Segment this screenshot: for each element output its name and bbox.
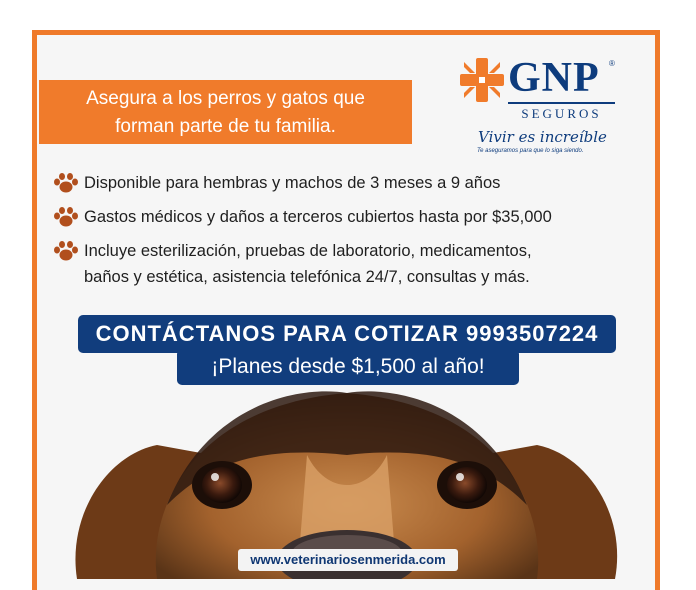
paw-icon <box>52 206 80 228</box>
headline-banner <box>39 80 412 144</box>
paw-icon <box>52 172 80 194</box>
feature-item <box>50 238 650 290</box>
headline-line-2: forman parte de tu familia. <box>115 116 336 137</box>
registered-mark: ® <box>609 59 615 68</box>
gnp-cross-logo-icon <box>460 58 504 102</box>
website-link[interactable]: www.veterinariosenmerida.com <box>238 549 458 571</box>
price-banner: ¡Planes desde $1,500 al año! <box>177 349 519 385</box>
gnp-logo <box>458 56 628 156</box>
brand-sub: SEGUROS <box>508 102 615 122</box>
feature-text: Gastos médicos y daños a terceros cubiertos hasta por $35,000 <box>84 208 552 226</box>
headline-line-1: Asegura a los perros y gatos que <box>86 88 365 109</box>
contact-banner[interactable]: CONTÁCTANOS PARA COTIZAR 9993507224 <box>78 315 616 353</box>
brand-subtagline: Te aseguramos para que lo siga siendo. <box>477 148 584 154</box>
feature-text: Disponible para hembras y machos de 3 meses a 9 años <box>84 174 501 192</box>
feature-text: baños y estética, asistencia telefónica 24/7, consultas y más. <box>84 268 530 286</box>
feature-list <box>50 170 650 298</box>
feature-item <box>50 170 650 196</box>
feature-item <box>50 204 650 230</box>
feature-text: Incluye esterilización, pruebas de laboratorio, medicamentos, <box>84 242 532 260</box>
paw-icon <box>52 240 80 262</box>
brand-name: GNP <box>508 55 600 101</box>
brand-tagline: Vivir es increíble <box>478 128 607 146</box>
